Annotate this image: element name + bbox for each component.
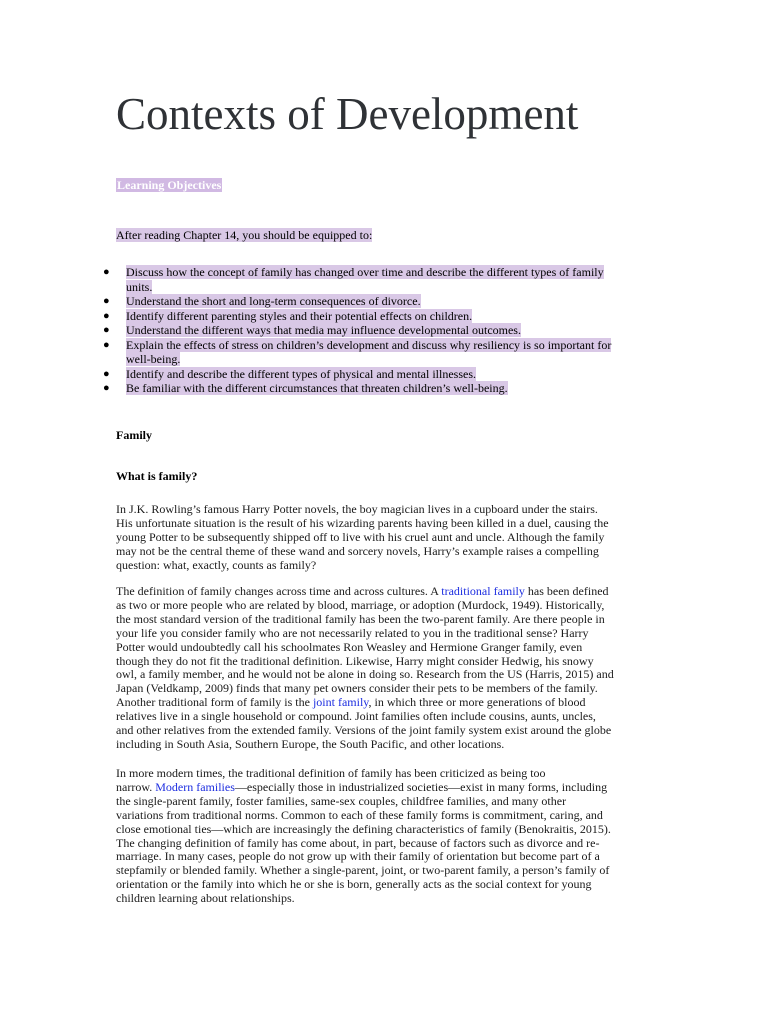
objective-item (0, 338, 656, 367)
paragraph-line: marriage. In many cases, people do not grow up with their family of orientation but become part of a (116, 849, 600, 864)
objective-line (126, 265, 656, 280)
paragraph-line (116, 781, 654, 795)
objective-line (126, 309, 656, 324)
objective-text: units. (126, 279, 153, 294)
paragraph-line: owl, a family member, and he would not be alone in doing so. Research from the US (Harris, 2015) and (116, 667, 614, 682)
objective-item (0, 323, 656, 338)
bullet-icon: ● (103, 295, 110, 307)
paragraph-line: Japan (Veldkamp, 2009) finds that many pet owners consider their pets to be members of the family. (116, 681, 598, 696)
paragraph-line: may not be the central theme of these wand and sorcery novels, Harry’s example raises a compelling (116, 543, 599, 558)
objective-item (0, 265, 656, 294)
paragraph-line: the single-parent family, foster families, same-sex couples, childfree families, and many other (116, 793, 567, 808)
paragraph-line: and other relatives from the extended family. Versions of the joint family system exist around the globe (116, 723, 612, 738)
objective-line (126, 294, 656, 309)
paragraph-definition-of-family (116, 585, 654, 752)
objective-line (126, 338, 656, 353)
paragraph-text: narrow. (116, 779, 156, 794)
objective-item (0, 309, 656, 324)
objective-line (126, 381, 656, 396)
paragraph-line: The changing definition of family has come about, in part, because of factors such as divorce and re- (116, 835, 600, 850)
paragraph-text: has been defined (524, 584, 609, 598)
paragraph-line: question: what, exactly, counts as family? (116, 557, 317, 572)
paragraph-harry-potter (116, 503, 654, 573)
objective-text: Identify different parenting styles and their potential effects on children. (126, 308, 473, 323)
paragraph-line: relatives live in a single household or compound. Joint families often include cousins, aunts, uncles, (116, 709, 596, 724)
paragraph-line: children learning about relationships. (116, 891, 295, 906)
paragraph-text: , in which three or more generations of blood (368, 695, 586, 710)
traditional-family-link[interactable]: traditional family (441, 584, 525, 598)
paragraph-text: The definition of family changes across time and across cultures. A (116, 584, 442, 598)
paragraph-line: though they do not fit the traditional definition. Likewise, Harry might consider Hedwig, his snowy (116, 653, 594, 668)
objective-line (126, 367, 656, 382)
objective-item (0, 294, 656, 309)
bullet-icon: ● (103, 367, 110, 380)
section-heading-family: Family (116, 428, 152, 442)
paragraph-line: including in South Asia, Southern Europe, the South Pacific, and other locations. (116, 736, 505, 751)
objectives-intro-text: After reading Chapter 14, you should be equipped to: (116, 228, 373, 242)
paragraph-line: In more modern times, the traditional definition of family has been criticized as being too (116, 766, 546, 780)
bullet-icon: ● (103, 382, 110, 394)
bullet-icon: ● (103, 338, 110, 351)
subsection-heading-what-is-family: What is family? (116, 469, 198, 483)
learning-objectives-heading: Learning Objectives (117, 178, 222, 192)
paragraph-line (116, 696, 654, 710)
paragraph-line: stepfamily or blended family. Whether a single-parent, joint, or two-parent family, a person’s family of (116, 863, 610, 878)
objective-text: Understand the different ways that media may influence developmental outcomes. (126, 323, 521, 337)
objective-item (0, 367, 656, 382)
paragraph-modern-families (116, 767, 654, 906)
page-title: Contexts of Development (116, 89, 579, 139)
paragraph-line: your life you consider family who are not necessarily related to you in the traditional sense? Harry (116, 625, 589, 640)
paragraph-line: In J.K. Rowling’s famous Harry Potter novels, the boy magician lives in a cupboard under the stairs. (116, 502, 598, 516)
objectives-list (0, 265, 768, 396)
modern-families-link[interactable]: Modern families (155, 779, 235, 794)
paragraph-line: variations from traditional norms. Common to each of these family forms is commitment, caring, and (116, 807, 603, 822)
objective-text: Discuss how the concept of family has changed over time and describe the different types of family (126, 265, 604, 279)
paragraph-line (116, 585, 654, 599)
paragraph-line: His unfortunate situation is the result of his wizarding parents having been killed in a duel, causing the (116, 515, 609, 530)
paragraph-line: orientation or the family into which he or she is born, generally acts as the social context for young (116, 877, 592, 892)
objective-text: Be familiar with the different circumstances that threaten children’s well-being. (126, 381, 508, 395)
objective-item (0, 381, 656, 396)
bullet-icon: ● (103, 324, 110, 336)
paragraph-line: close emotional ties—which are increasingly the defining characteristics of family (Benokraitis, 2015). (116, 821, 611, 836)
paragraph-line: as two or more people who are related by blood, marriage, or adoption (Murdock, 1949). Historically, (116, 597, 605, 612)
bullet-icon: ● (103, 266, 110, 278)
paragraph-line: young Potter to be subsequently shipped off to live with his cruel aunt and uncle. Although the family (116, 529, 605, 544)
paragraph-text: —especially those in industrialized societies—exist in many forms, including (234, 779, 608, 794)
paragraph-text: Another traditional form of family is the (116, 695, 313, 710)
objective-text: well-being. (126, 352, 181, 366)
objective-text: Identify and describe the different types of physical and mental illnesses. (126, 366, 477, 381)
objectives-intro (116, 228, 372, 242)
objective-line (126, 323, 656, 338)
objective-line (126, 352, 656, 367)
bullet-icon: ● (103, 309, 110, 322)
joint-family-link[interactable]: joint family (312, 695, 369, 710)
objective-text: Explain the effects of stress on children’s development and discuss why resiliency is so important for (126, 337, 612, 352)
objective-line (126, 280, 656, 295)
objective-text: Understand the short and long-term consequences of divorce. (126, 294, 421, 308)
paragraph-line: the most standard version of the traditional family has been the two-parent family. Are there people in (116, 611, 605, 626)
paragraph-line: Potter would undoubtedly call his schoolmates Ron Weasley and Hermione Granger family, even (116, 639, 583, 654)
